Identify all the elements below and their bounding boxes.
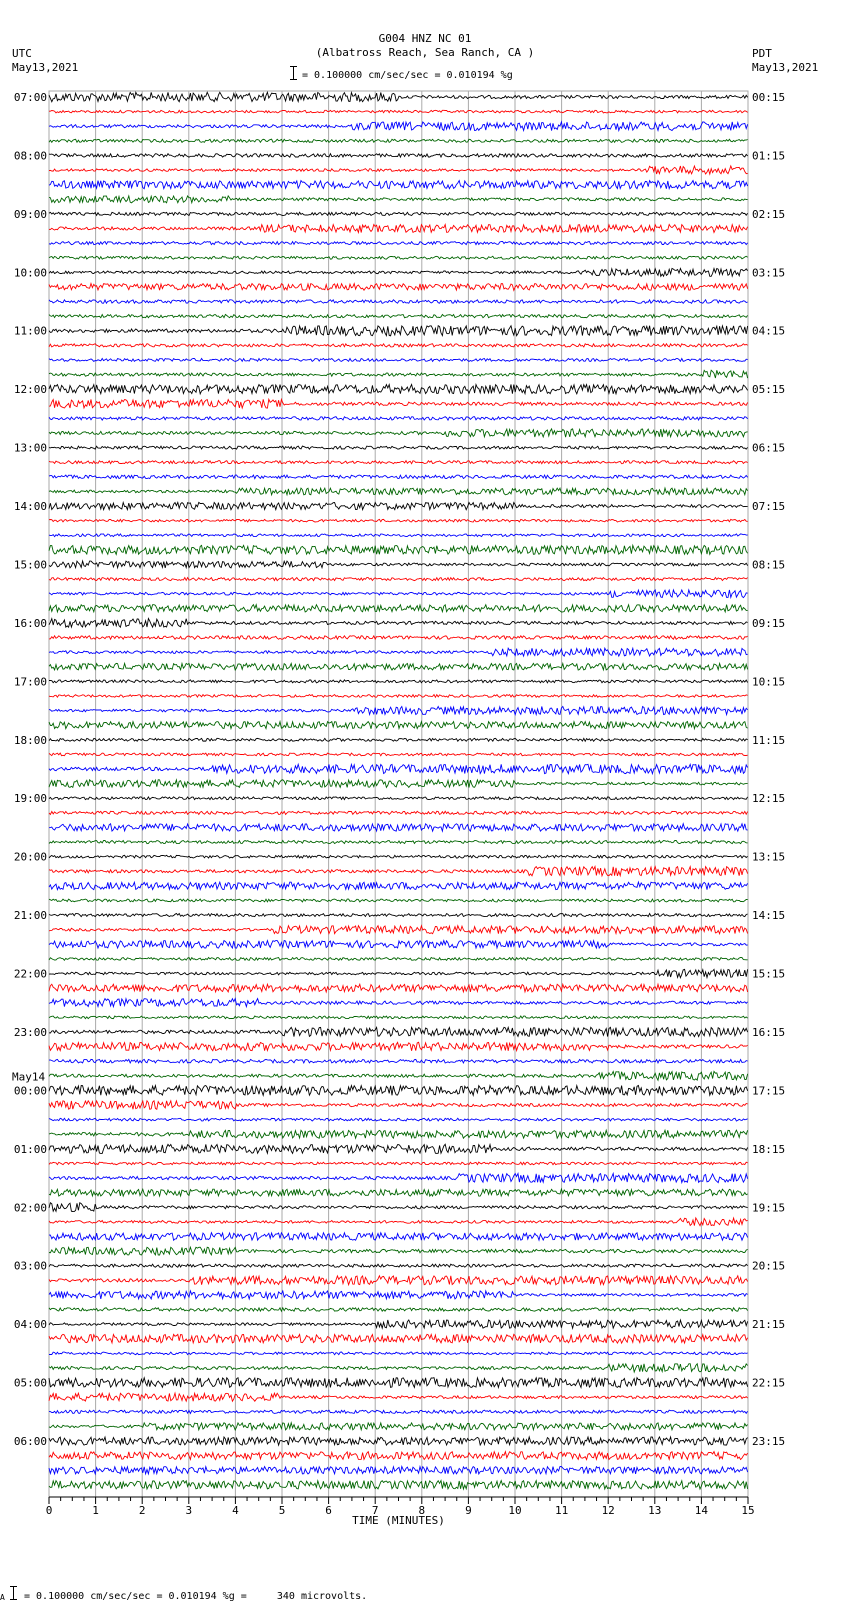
trace-62 [49,999,748,1007]
trace-51 [49,841,748,844]
left-hour-label: 07:00 [13,91,47,104]
trace-86 [49,1352,748,1355]
left-hour-label: 16:00 [13,616,47,630]
footer-scale-bar-icon [13,1586,14,1600]
right-hour-label: 21:15 [752,1318,786,1332]
left-hour-label: 18:00 [13,733,47,747]
trace-79 [49,1247,748,1255]
right-hour-label: 10:15 [752,675,786,689]
left-hour-label: 05:00 [13,1376,47,1390]
x-tick-label: 2 [138,1504,146,1517]
right-hour-label: 01:15 [752,149,786,163]
right-hour-label: 17:15 [752,1084,786,1098]
x-tick-label: 10 [508,1504,522,1517]
left-hour-label: 19:00 [13,792,47,806]
trace-10 [49,242,748,245]
right-hour-label: 09:15 [752,616,786,630]
left-hour-label: 20:00 [13,850,47,864]
right-hour-label: 16:15 [752,1025,786,1039]
right-hour-label: 18:15 [752,1142,786,1156]
right-hour-label: 15:15 [752,967,786,981]
trace-29 [49,519,748,522]
trace-57 [49,926,748,934]
x-axis-label: TIME (MINUTES) [352,1514,445,1527]
trace-70 [49,1118,748,1121]
right-hour-label: 03:15 [752,266,786,280]
trace-94 [49,1467,748,1475]
left-hour-label: 09:00 [13,207,47,221]
trace-56 [49,914,748,917]
left-date-change-label: May14 [12,1070,46,1084]
footer-prefix: A [0,1593,5,1602]
trace-16 [49,326,748,336]
trace-42 [49,707,748,715]
trace-32 [49,561,748,568]
trace-33 [49,578,748,581]
trace-19 [49,370,748,378]
left-hour-label: 13:00 [13,441,47,455]
x-tick-label: 14 [694,1504,709,1517]
x-tick-label: 12 [601,1504,615,1517]
left-hour-label: 08:00 [13,149,47,163]
trace-93 [49,1452,748,1460]
trace-88 [49,1378,748,1388]
trace-90 [49,1410,748,1413]
right-hour-label: 07:15 [752,500,786,514]
left-hour-label: 22:00 [13,967,47,981]
trace-58 [49,941,748,949]
trace-1 [49,110,748,113]
axis-layer [12,91,785,1527]
trace-30 [49,534,748,537]
trace-77 [49,1218,748,1226]
trace-54 [49,882,748,890]
x-tick-label: 6 [325,1504,332,1517]
trace-36 [49,619,748,628]
left-hour-label: 15:00 [13,558,47,572]
right-hour-label: 04:15 [752,324,786,338]
trace-69 [49,1101,748,1110]
trace-24 [49,446,748,449]
trace-12 [49,268,748,276]
trace-85 [49,1334,748,1343]
trace-68 [49,1086,748,1096]
right-hour-label: 20:15 [752,1259,786,1273]
left-hour-label: 11:00 [13,324,47,338]
left-hour-label: 17:00 [13,675,47,689]
chart-title: G004 HNZ NC 01 [378,32,472,45]
trace-72 [49,1144,748,1153]
right-hour-label: 06:15 [752,441,786,455]
right-hour-label: 00:15 [752,91,786,104]
left-hour-label: 21:00 [13,909,47,923]
trace-27 [49,488,748,495]
trace-66 [49,1059,748,1063]
right-hour-label: 19:15 [752,1201,786,1215]
x-tick-label: 1 [92,1504,99,1517]
left-hour-label: 23:00 [13,1025,47,1039]
trace-38 [49,648,748,656]
trace-28 [49,502,748,509]
right-date: May13,2021 [752,61,819,74]
trace-17 [49,344,748,347]
trace-25 [49,461,748,464]
x-tick-label: 0 [45,1504,53,1517]
trace-8 [49,212,748,215]
trace-55 [49,899,748,902]
trace-40 [49,680,748,683]
trace-76 [49,1203,748,1212]
trace-layer [49,92,748,1489]
right-timezone: PDT [752,47,772,60]
x-tick-label: 7 [371,1504,379,1517]
trace-5 [49,166,748,174]
x-tick-label: 15 [741,1504,755,1517]
left-hour-label: 01:00 [13,1142,47,1156]
trace-49 [49,811,748,814]
x-tick-label: 11 [554,1504,569,1517]
right-hour-label: 02:15 [752,207,786,221]
trace-82 [49,1291,748,1299]
trace-78 [49,1233,748,1241]
trace-92 [49,1437,748,1445]
trace-3 [49,139,748,142]
trace-13 [49,284,748,291]
trace-47 [49,780,748,788]
trace-4 [49,154,748,158]
trace-65 [49,1042,748,1051]
right-hour-label: 05:15 [752,383,786,397]
header-scale-text: = 0.100000 cm/sec/sec = 0.010194 %g [302,70,513,81]
trace-73 [49,1162,748,1165]
trace-6 [49,181,748,189]
trace-89 [49,1393,748,1401]
left-timezone: UTC [12,47,32,60]
trace-11 [49,256,748,259]
trace-50 [49,824,748,832]
trace-75 [49,1189,748,1196]
x-tick-label: 8 [418,1504,426,1517]
left-hour-label: 06:00 [13,1435,47,1448]
trace-95 [49,1481,748,1489]
trace-15 [49,315,748,318]
left-hour-label: 00:00 [13,1084,47,1098]
left-hour-label: 12:00 [13,383,47,397]
station-subtitle: (Albatross Reach, Sea Ranch, CA ) [315,46,535,59]
left-hour-label: 10:00 [13,266,47,280]
trace-87 [49,1364,748,1372]
trace-84 [49,1320,748,1328]
trace-39 [49,663,748,670]
trace-35 [49,605,748,612]
left-date: May13,2021 [12,61,79,74]
trace-81 [49,1276,748,1285]
trace-67 [49,1071,748,1080]
trace-0 [49,92,748,101]
trace-59 [49,958,748,961]
trace-20 [49,385,748,394]
trace-21 [49,399,748,408]
trace-61 [49,984,748,992]
trace-31 [49,545,748,554]
x-tick-label: 3 [185,1504,193,1517]
trace-2 [49,122,748,131]
x-tick-label: 9 [465,1504,472,1517]
trace-43 [49,722,748,729]
left-hour-label: 14:00 [13,500,47,514]
right-hour-label: 14:15 [752,909,786,923]
trace-14 [49,300,748,304]
trace-46 [49,764,748,773]
trace-64 [49,1027,748,1036]
trace-22 [49,417,748,420]
trace-41 [49,695,748,698]
trace-60 [49,969,748,977]
right-hour-label: 12:15 [752,792,786,806]
trace-34 [49,590,748,598]
trace-18 [49,359,748,362]
trace-83 [49,1308,748,1311]
trace-9 [49,225,748,233]
trace-74 [49,1174,748,1183]
trace-37 [49,636,748,640]
trace-44 [49,738,748,741]
trace-7 [49,196,748,203]
right-hour-label: 22:15 [752,1376,786,1390]
trace-52 [49,855,748,858]
right-hour-label: 23:15 [752,1435,786,1448]
trace-23 [49,429,748,437]
x-tick-label: 4 [232,1504,239,1517]
right-hour-label: 11:15 [752,733,786,747]
trace-80 [49,1264,748,1267]
left-hour-label: 02:00 [13,1201,47,1215]
left-hour-label: 03:00 [13,1259,47,1273]
left-hour-label: 04:00 [13,1318,47,1332]
trace-26 [49,475,748,479]
right-hour-label: 13:15 [752,850,786,864]
trace-91 [49,1423,748,1430]
right-hour-label: 08:15 [752,558,786,572]
trace-71 [49,1130,748,1138]
footer-scale-text: = 0.100000 cm/sec/sec = 0.010194 %g = 340 microvolts. [24,1591,368,1602]
trace-45 [49,753,748,756]
x-tick-label: 13 [648,1504,662,1517]
x-tick-label: 5 [278,1504,286,1517]
trace-48 [49,797,748,800]
trace-53 [49,867,748,876]
trace-63 [49,1016,748,1019]
